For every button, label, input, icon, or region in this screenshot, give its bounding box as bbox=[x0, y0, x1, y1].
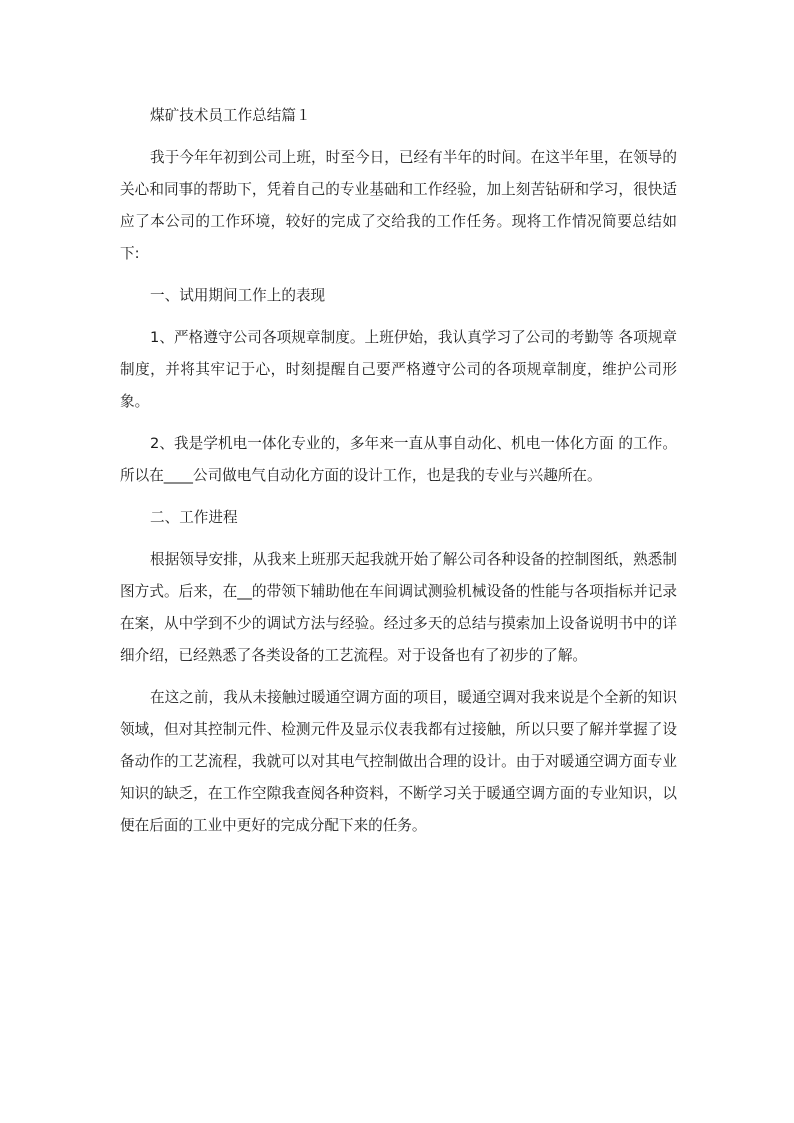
document-body bbox=[120, 100, 677, 852]
document-title: 煤矿技术员工作总结篇１ bbox=[150, 107, 311, 124]
paragraph-item-1: 1、严格遵守公司各项规章制度。上班伊始，我认真学习了公司的考勤等 各项规章制度，并将其牢记于心，时刻提醒自己要严格遵守公司的各项规章制度，维护公司形象。 bbox=[120, 329, 677, 410]
section-heading-progress: 二、工作进程 bbox=[150, 509, 238, 526]
section-heading-performance: 一、试用期间工作上的表现 bbox=[150, 287, 326, 304]
paragraph-item-2: 2、我是学机电一体化专业的，多年来一直从事自动化、机电一体化方面 的工作。所以在____公司做电气自动化方面的设计工作，也是我的专业与兴趣所在。 bbox=[120, 435, 677, 484]
paragraph-progress: 根据领导安排，从我来上班那天起我就开始了解公司各种设备的控制图纸，熟悉制图方式。后来，在__的带领下辅助他在车间调试测验机械设备的性能与各项指标并记录在案，从中学到不少的调试方法与经验。经过多天的总结与摸索加上设备说明书中的详细介绍，已经熟悉了各类设备的工艺流程。对于设备也有了初步的了解。 bbox=[120, 551, 677, 664]
paragraph-intro: 我于今年年初到公司上班，时至今日，已经有半年的时间。在这半年里，在领导的关心和同事的帮助下，凭着自己的专业基础和工作经验，加上刻苦钻研和学习，很快适应了本公司的工作环境，较好的完成了交给我的工作任务。现将工作情况简要总结如下: bbox=[120, 149, 677, 262]
paragraph-hvac: 在这之前，我从未接触过暖通空调方面的项目，暖通空调对我来说是个全新的知识领域，但对其控制元件、检测元件及显示仪表我都有过接触，所以只要了解并掌握了设备动作的工艺流程，我就可以对其电气控制做出合理的设计。由于对暖通空调方面专业知识的缺乏，在工作空隙我查阅各种资料，不断学习关于暖通空调方面的专业知识，以便在后面的工业中更好的完成分配下来的任务。 bbox=[120, 689, 677, 834]
